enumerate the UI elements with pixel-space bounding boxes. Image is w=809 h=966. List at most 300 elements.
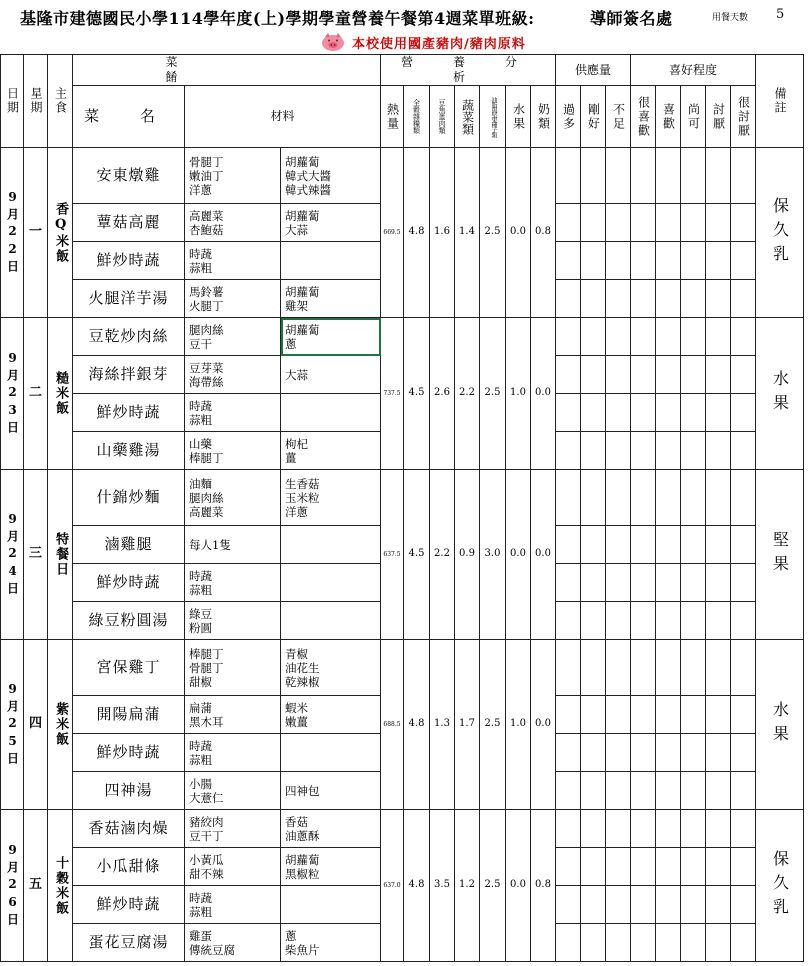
rating-cell[interactable]	[681, 280, 706, 318]
ingredient-cell[interactable]	[281, 280, 381, 318]
rating-cell[interactable]	[656, 810, 681, 848]
ingredient: 四神包	[285, 783, 320, 798]
day-remark: 水果	[770, 369, 790, 418]
rating-cell[interactable]	[556, 640, 581, 696]
rating-cell[interactable]	[631, 394, 656, 432]
dish-name: 蛋花豆腐湯	[73, 924, 185, 962]
nutrition-fruit: 1.0	[506, 640, 531, 810]
rating-cell[interactable]	[556, 204, 581, 242]
rating-cell[interactable]	[606, 734, 631, 772]
ingredient-cell[interactable]	[185, 564, 281, 602]
ingredient-cell[interactable]	[281, 886, 381, 924]
rating-cell[interactable]	[556, 602, 581, 640]
ingredient: 蒜粗	[189, 752, 212, 767]
ingredient: 豆芽菜	[189, 360, 224, 375]
rating-cell[interactable]	[706, 318, 731, 356]
rating-cell[interactable]	[556, 810, 581, 848]
rating-cell[interactable]	[731, 602, 756, 640]
rating-cell[interactable]	[631, 602, 656, 640]
rating-cell[interactable]	[681, 848, 706, 886]
ingredient-cell[interactable]	[281, 318, 381, 356]
rating-cell[interactable]	[581, 148, 606, 204]
rating-cell[interactable]	[656, 394, 681, 432]
header-milk: 奶類	[531, 86, 556, 148]
rating-cell[interactable]	[606, 602, 631, 640]
rating-cell[interactable]	[706, 242, 731, 280]
rating-cell[interactable]	[581, 810, 606, 848]
ingredient-cell[interactable]	[185, 696, 281, 734]
pig-icon	[320, 32, 346, 52]
nutrition-grains: 4.5	[404, 318, 430, 470]
day-date: 9月26日	[5, 842, 20, 929]
rating-cell[interactable]	[731, 810, 756, 848]
rating-cell[interactable]	[706, 470, 731, 526]
rating-cell[interactable]	[731, 148, 756, 204]
day-date: 9月25日	[5, 681, 20, 768]
ingredient: 胡蘿蔔	[285, 322, 320, 337]
rating-cell[interactable]	[706, 432, 731, 470]
rating-cell[interactable]	[656, 886, 681, 924]
ingredient-cell[interactable]	[281, 526, 381, 564]
ingredient: 洋蔥	[189, 182, 212, 197]
dish-name: 滷雞腿	[73, 526, 185, 564]
rating-cell[interactable]	[556, 772, 581, 810]
rating-cell[interactable]	[731, 640, 756, 696]
ingredient-cell[interactable]	[185, 242, 281, 280]
ingredient-cell[interactable]	[281, 204, 381, 242]
rating-cell[interactable]	[731, 886, 756, 924]
rating-cell[interactable]	[581, 356, 606, 394]
header-ingredients: 材料	[185, 86, 381, 148]
ingredient: 高麗菜	[189, 504, 224, 519]
rating-cell[interactable]	[706, 848, 731, 886]
rating-cell[interactable]	[706, 810, 731, 848]
rating-cell[interactable]	[656, 204, 681, 242]
rating-cell[interactable]	[581, 734, 606, 772]
rating-cell[interactable]	[706, 886, 731, 924]
rating-cell[interactable]	[681, 734, 706, 772]
ingredient-cell[interactable]	[185, 356, 281, 394]
ingredient-cell[interactable]	[185, 148, 281, 204]
menu-row	[1, 470, 804, 526]
day-remark-cell	[756, 318, 804, 470]
ingredient: 粉圓	[189, 620, 212, 635]
rating-cell[interactable]	[581, 772, 606, 810]
rating-cell[interactable]	[631, 886, 656, 924]
rating-cell[interactable]	[731, 526, 756, 564]
rating-cell[interactable]	[731, 470, 756, 526]
day-staple: 香Q米飯	[53, 201, 69, 264]
rating-cell[interactable]	[556, 394, 581, 432]
rating-cell[interactable]	[556, 318, 581, 356]
ingredient-cell[interactable]	[281, 602, 381, 640]
rating-cell[interactable]	[606, 848, 631, 886]
ingredient: 蒜粗	[189, 904, 212, 919]
rating-cell[interactable]	[681, 470, 706, 526]
nutrition-protein: 1.3	[430, 640, 455, 810]
rating-cell[interactable]	[731, 734, 756, 772]
day-remark-cell	[756, 640, 804, 810]
nutrition-calories: 669.5	[381, 148, 404, 318]
header-grains: 全穀雜糧類	[404, 86, 430, 148]
day-remark: 水果	[770, 700, 790, 749]
ingredient: 洋蔥	[285, 504, 308, 519]
rating-cell[interactable]	[631, 564, 656, 602]
header-ok: 尚可	[681, 86, 706, 148]
rating-cell[interactable]	[606, 564, 631, 602]
rating-cell[interactable]	[706, 204, 731, 242]
rating-cell[interactable]	[731, 772, 756, 810]
rating-cell[interactable]	[556, 356, 581, 394]
rating-cell[interactable]	[656, 432, 681, 470]
rating-cell[interactable]	[606, 470, 631, 526]
header-staple: 主食	[48, 55, 73, 148]
rating-cell[interactable]	[706, 696, 731, 734]
day-staple: 糙米飯	[53, 371, 69, 416]
rating-cell[interactable]	[731, 356, 756, 394]
day-weekday: 三	[24, 470, 48, 640]
ingredient-cell[interactable]	[185, 602, 281, 640]
rating-cell[interactable]	[681, 640, 706, 696]
rating-cell[interactable]	[631, 204, 656, 242]
ingredient: 時蔬	[189, 246, 212, 261]
rating-cell[interactable]	[606, 318, 631, 356]
ingredient: 甜椒	[189, 674, 212, 689]
rating-cell[interactable]	[656, 734, 681, 772]
header-fruit: 水果	[506, 86, 531, 148]
day-staple: 特餐日	[53, 532, 69, 577]
header-protein: 豆魚蛋肉類	[430, 86, 455, 148]
ingredient-cell[interactable]	[185, 394, 281, 432]
rating-cell[interactable]	[581, 318, 606, 356]
rating-cell[interactable]	[656, 356, 681, 394]
rating-cell[interactable]	[631, 848, 656, 886]
rating-cell[interactable]	[606, 886, 631, 924]
ingredient-cell[interactable]	[281, 924, 381, 962]
menu-row	[1, 810, 804, 848]
rating-cell[interactable]	[556, 280, 581, 318]
ingredient: 雞架	[285, 298, 308, 313]
dish-name: 火腿洋芋湯	[73, 280, 185, 318]
nutrition-vegetables: 1.2	[455, 810, 480, 962]
ingredient: 韓式辣醬	[285, 182, 331, 197]
rating-cell[interactable]	[581, 470, 606, 526]
ingredient-cell[interactable]	[281, 356, 381, 394]
rating-cell[interactable]	[656, 148, 681, 204]
nutrition-grains: 4.8	[404, 810, 430, 962]
rating-cell[interactable]	[556, 148, 581, 204]
rating-cell[interactable]	[606, 148, 631, 204]
ingredient: 山藥	[189, 436, 212, 451]
rating-cell[interactable]	[706, 526, 731, 564]
rating-cell[interactable]	[581, 924, 606, 962]
ingredient-cell[interactable]	[185, 924, 281, 962]
day-staple-cell	[48, 148, 73, 318]
ingredient-cell[interactable]	[185, 526, 281, 564]
rating-cell[interactable]	[606, 356, 631, 394]
rating-cell[interactable]	[656, 772, 681, 810]
rating-cell[interactable]	[681, 148, 706, 204]
rating-cell[interactable]	[631, 924, 656, 962]
ingredient-cell[interactable]	[281, 810, 381, 848]
dish-name: 山藥雞湯	[73, 432, 185, 470]
ingredient-cell[interactable]	[281, 640, 381, 696]
rating-cell[interactable]	[556, 526, 581, 564]
rating-cell[interactable]	[631, 356, 656, 394]
ingredient-cell[interactable]	[185, 470, 281, 526]
rating-cell[interactable]	[656, 526, 681, 564]
rating-cell[interactable]	[681, 318, 706, 356]
rating-cell[interactable]	[606, 280, 631, 318]
dish-name: 香菇滷肉燥	[73, 810, 185, 848]
ingredient: 棒腿丁	[189, 450, 224, 465]
rating-cell[interactable]	[731, 242, 756, 280]
nutrition-oils: 2.5	[480, 640, 506, 810]
rating-cell[interactable]	[706, 734, 731, 772]
rating-cell[interactable]	[556, 432, 581, 470]
rating-cell[interactable]	[631, 640, 656, 696]
ingredient: 柴魚片	[285, 942, 320, 957]
rating-cell[interactable]	[656, 924, 681, 962]
ingredient: 胡蘿蔔	[285, 208, 320, 223]
rating-cell[interactable]	[581, 696, 606, 734]
rating-cell[interactable]	[681, 772, 706, 810]
rating-cell[interactable]	[656, 602, 681, 640]
ingredient-cell[interactable]	[185, 280, 281, 318]
rating-cell[interactable]	[631, 242, 656, 280]
rating-cell[interactable]	[581, 242, 606, 280]
ingredient: 綠豆	[189, 606, 212, 621]
rating-cell[interactable]	[656, 242, 681, 280]
rating-cell[interactable]	[631, 810, 656, 848]
rating-cell[interactable]	[581, 564, 606, 602]
ingredient-cell[interactable]	[281, 148, 381, 204]
rating-cell[interactable]	[731, 848, 756, 886]
rating-cell[interactable]	[681, 432, 706, 470]
header-hate: 很討厭	[731, 86, 756, 148]
rating-cell[interactable]	[606, 810, 631, 848]
rating-cell[interactable]	[631, 432, 656, 470]
rating-cell[interactable]	[681, 924, 706, 962]
rating-cell[interactable]	[581, 640, 606, 696]
rating-cell[interactable]	[706, 772, 731, 810]
rating-cell[interactable]	[731, 924, 756, 962]
day-staple: 紫米飯	[53, 702, 69, 747]
rating-cell[interactable]	[681, 356, 706, 394]
ingredient: 小黃瓜	[189, 852, 224, 867]
rating-cell[interactable]	[556, 564, 581, 602]
rating-cell[interactable]	[681, 564, 706, 602]
rating-cell[interactable]	[581, 886, 606, 924]
ingredient: 骨腿丁	[189, 154, 224, 169]
menu-row	[1, 318, 804, 356]
rating-cell[interactable]	[556, 470, 581, 526]
rating-cell[interactable]	[581, 432, 606, 470]
rating-cell[interactable]	[731, 280, 756, 318]
ingredient-cell[interactable]	[185, 772, 281, 810]
ingredient-cell[interactable]	[281, 394, 381, 432]
nutrition-oils: 2.5	[480, 148, 506, 318]
nutrition-vegetables: 0.9	[455, 470, 480, 640]
ingredient-cell[interactable]	[185, 734, 281, 772]
rating-cell[interactable]	[681, 394, 706, 432]
days-count: 5	[776, 7, 785, 22]
menu-table	[0, 54, 804, 962]
ingredient-cell[interactable]	[185, 204, 281, 242]
ingredient-cell[interactable]	[281, 848, 381, 886]
ingredient-cell[interactable]	[185, 432, 281, 470]
rating-cell[interactable]	[656, 696, 681, 734]
rating-cell[interactable]	[731, 394, 756, 432]
rating-cell[interactable]	[706, 924, 731, 962]
header-dish-name: 菜 名	[73, 86, 185, 148]
ingredient: 甜不辣	[189, 866, 224, 881]
ingredient: 胡蘿蔔	[285, 154, 320, 169]
ingredient: 雞蛋	[189, 928, 212, 943]
rating-cell[interactable]	[556, 886, 581, 924]
rating-cell[interactable]	[631, 734, 656, 772]
day-date-cell	[1, 148, 24, 318]
ingredient-cell[interactable]	[185, 810, 281, 848]
teacher-signature-label: 導師簽名處	[590, 9, 673, 28]
ingredient-cell[interactable]	[281, 734, 381, 772]
rating-cell[interactable]	[631, 280, 656, 318]
ingredient-cell[interactable]	[185, 848, 281, 886]
header-just-right: 剛好	[581, 86, 606, 148]
rating-cell[interactable]	[606, 772, 631, 810]
nutrition-milk: 0.0	[531, 318, 556, 470]
rating-cell[interactable]	[681, 204, 706, 242]
ingredient: 油花生	[285, 660, 320, 675]
rating-cell[interactable]	[731, 432, 756, 470]
nutrition-calories: 737.5	[381, 318, 404, 470]
rating-cell[interactable]	[656, 318, 681, 356]
ingredient: 骨腿丁	[189, 660, 224, 675]
ingredient-cell[interactable]	[281, 242, 381, 280]
rating-cell[interactable]	[581, 526, 606, 564]
day-remark: 堅果	[770, 530, 790, 579]
rating-cell[interactable]	[631, 148, 656, 204]
rating-cell[interactable]	[556, 924, 581, 962]
nutrition-milk: 0.8	[531, 148, 556, 318]
nutrition-fruit: 0.0	[506, 470, 531, 640]
rating-cell[interactable]	[631, 696, 656, 734]
ingredient: 韓式大醬	[285, 168, 331, 183]
nutrition-protein: 1.6	[430, 148, 455, 318]
ingredient-cell[interactable]	[281, 772, 381, 810]
rating-cell[interactable]	[731, 318, 756, 356]
rating-cell[interactable]	[606, 394, 631, 432]
dish-name: 什錦炒麵	[73, 470, 185, 526]
rating-cell[interactable]	[581, 280, 606, 318]
rating-cell[interactable]	[631, 526, 656, 564]
rating-cell[interactable]	[631, 772, 656, 810]
rating-cell[interactable]	[681, 526, 706, 564]
rating-cell[interactable]	[656, 280, 681, 318]
rating-cell[interactable]	[731, 564, 756, 602]
rating-cell[interactable]	[606, 432, 631, 470]
rating-cell[interactable]	[681, 696, 706, 734]
rating-cell[interactable]	[556, 734, 581, 772]
ingredient: 生香菇	[285, 476, 320, 491]
rating-cell[interactable]	[706, 640, 731, 696]
day-staple-cell	[48, 640, 73, 810]
rating-cell[interactable]	[681, 810, 706, 848]
rating-cell[interactable]	[581, 602, 606, 640]
day-remark: 保久乳	[770, 849, 790, 922]
rating-cell[interactable]	[731, 204, 756, 242]
rating-cell[interactable]	[706, 280, 731, 318]
ingredient-cell[interactable]	[281, 470, 381, 526]
header-calories: 熱量	[381, 86, 404, 148]
rating-cell[interactable]	[656, 564, 681, 602]
rating-cell[interactable]	[606, 242, 631, 280]
menu-row	[1, 640, 804, 696]
rating-cell[interactable]	[581, 848, 606, 886]
ingredient: 蔥	[285, 928, 297, 943]
dish-name: 鮮炒時蔬	[73, 394, 185, 432]
days-label: 用餐天數	[712, 13, 749, 23]
rating-cell[interactable]	[656, 640, 681, 696]
rating-cell[interactable]	[606, 696, 631, 734]
day-staple-cell	[48, 470, 73, 640]
rating-cell[interactable]	[706, 394, 731, 432]
header-preference-group: 喜好程度	[631, 55, 756, 86]
rating-cell[interactable]	[731, 696, 756, 734]
ingredient-cell[interactable]	[281, 564, 381, 602]
rating-cell[interactable]	[556, 696, 581, 734]
rating-cell[interactable]	[706, 602, 731, 640]
nutrition-oils: 2.5	[480, 318, 506, 470]
ingredient: 時蔬	[189, 568, 212, 583]
day-staple-cell	[48, 810, 73, 962]
rating-cell[interactable]	[631, 318, 656, 356]
header-vegetables: 蔬菜類	[455, 86, 480, 148]
rating-cell[interactable]	[706, 148, 731, 204]
ingredient: 蝦米	[285, 700, 308, 715]
rating-cell[interactable]	[581, 394, 606, 432]
ingredient-cell[interactable]	[185, 318, 281, 356]
rating-cell[interactable]	[681, 886, 706, 924]
rating-cell[interactable]	[656, 470, 681, 526]
rating-cell[interactable]	[606, 640, 631, 696]
header-date: 日期	[1, 55, 24, 148]
rating-cell[interactable]	[556, 242, 581, 280]
nutrition-protein: 3.5	[430, 810, 455, 962]
nutrition-calories: 637.5	[381, 470, 404, 640]
rating-cell[interactable]	[606, 924, 631, 962]
rating-cell[interactable]	[556, 848, 581, 886]
rating-cell[interactable]	[681, 242, 706, 280]
ingredient: 枸杞	[285, 436, 308, 451]
rating-cell[interactable]	[606, 526, 631, 564]
rating-cell[interactable]	[706, 564, 731, 602]
rating-cell[interactable]	[681, 602, 706, 640]
rating-cell[interactable]	[706, 356, 731, 394]
rating-cell[interactable]	[656, 848, 681, 886]
ingredient: 豆干丁	[189, 828, 224, 843]
rating-cell[interactable]	[581, 204, 606, 242]
ingredient-cell[interactable]	[185, 640, 281, 696]
ingredient-cell[interactable]	[185, 886, 281, 924]
rating-cell[interactable]	[631, 470, 656, 526]
ingredient: 豬絞肉	[189, 814, 224, 829]
ingredient-cell[interactable]	[281, 696, 381, 734]
ingredient-cell[interactable]	[281, 432, 381, 470]
ingredient: 胡蘿蔔	[285, 852, 320, 867]
rating-cell[interactable]	[606, 204, 631, 242]
ingredient: 蒜粗	[189, 582, 212, 597]
